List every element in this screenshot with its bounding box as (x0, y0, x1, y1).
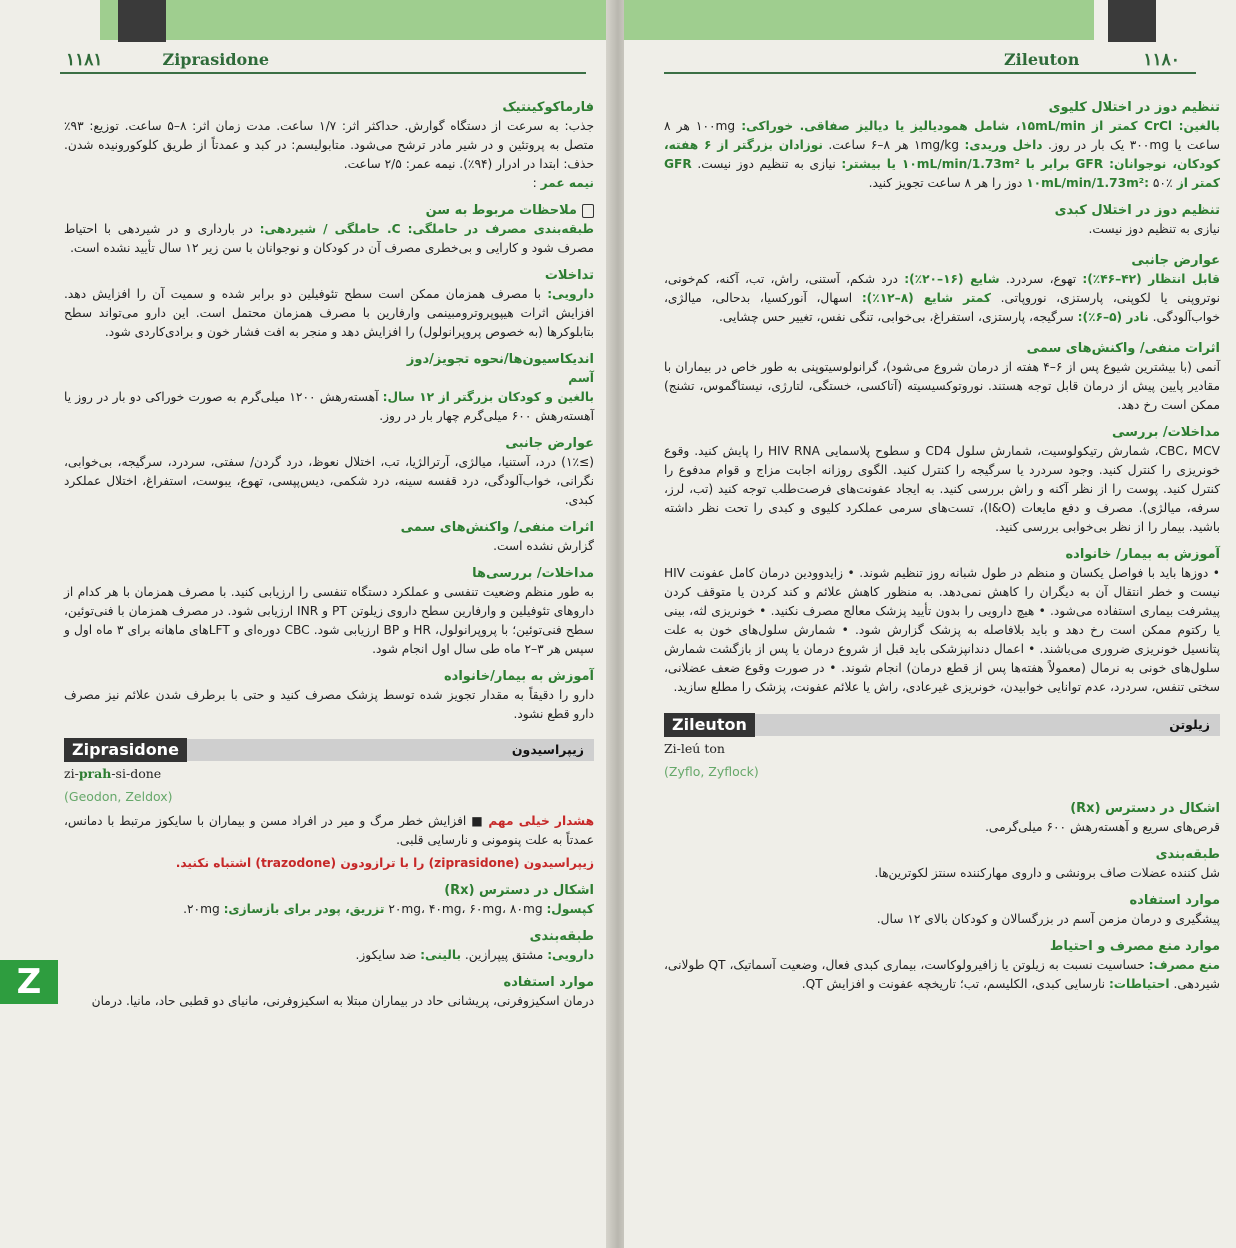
section-heading: مداخلات/ بررسی (1112, 425, 1220, 440)
inline-label: کپسول: (546, 902, 594, 916)
inline-label: بالغین: CrCl کمتر از ۱۵mL/min، شامل همودیالیز یا دیالیز صفاقی. خوراکی: (741, 119, 1220, 133)
left-page (0, 0, 612, 1248)
section-heading: تنظیم دوز در اختلال کبدی (1054, 203, 1220, 218)
inline-label: منع مصرف: (1148, 958, 1220, 972)
section-body: دارو را دقیقاً به مقدار تجویز شده توسط پزشک مصرف کنید و حتی با برطرف شدن علائم نیز مصرف دارو قطع نشود. (64, 688, 594, 721)
section-heading: اثرات منفی/ واکنش‌های سمی (400, 520, 594, 535)
section-body: CBC، MCV، شمارش رتیکولوسیت، شمارش سلول CD4 و سطوح پلاسمایی HIV RNA را پایش کنید. وقوع خونریزی را کنترل کنید. وجود سردرد یا سرگیجه را کنترل کنید. الگوی روزانه اجابت مزاج و قوام مدفوع را کنترل کنید. پوست را از نظر آکنه و راش بررسی کنید. به ایجاد عفونت‌های فرصت‌طلب توجه کنید (تب، لرز، سرفه، میالژی). مصرف و دفع مایعات (I&O)، تست‌های سرمی عملکرد کلیوی و کبدی را تحت نظر داشته باشید. بیمار را از نظر بی‌خوابی بررسی کنید. (664, 444, 1220, 534)
section-heading: اندیکاسیون‌ها/نحوه تجویز/دوز (406, 352, 594, 367)
section-heading: عوارض جانبی (505, 436, 594, 451)
section-heading: تداخلات (544, 268, 594, 283)
drug-name-fa: زیلوتن (755, 714, 1220, 736)
section-body: درمان اسکیزوفرنی، پریشانی حاد در بیماران مبتلا به اسکیزوفرنی، مانیای دو قطبی حاد، مانیا. درمان (91, 994, 594, 1008)
pronunciation: Zi-leú ton (664, 741, 725, 756)
half-life-value: : (532, 176, 537, 190)
header-rule (60, 72, 586, 74)
inline-text: نارسایی کبدی، الکلیسم، تب؛ تاریخچه عفونت و افزایش QT. (801, 977, 1106, 991)
section-body: پیشگیری و درمان مزمن آسم در بزرگسالان و کودکان بالای ۱۲ سال. (876, 912, 1220, 926)
inline-text: در بارداری و در شیردهی با احتیاط مصرف شود و کارایی و بی‌خطری مصرف آن در کودکان و نوجوانان با سن زیر ۱۲ سال تأیید نشده است. (64, 222, 594, 255)
drug-name-en: Ziprasidone (64, 738, 187, 762)
half-life-line (64, 174, 594, 193)
inline-text: ضد سایکوز. (355, 948, 417, 962)
brand-names: (Geodon, Zeldox) (64, 789, 173, 804)
inline-text: ۱۰۰mg هر ۸ ساعت یا ۳۰۰mg یک بار در روز. (664, 119, 1221, 152)
inline-label: تزریق، پودر برای بازسازی: (223, 902, 385, 916)
section-body: شل کننده عضلات صاف برونشی و داروی مهارکننده سنتز لکوترین‌ها. (874, 866, 1220, 880)
inline-text: ۱mg/kg هر ۸–۶ ساعت. (828, 138, 960, 152)
inline-label: احتیاطات: (1108, 977, 1170, 991)
section-body: قرص‌های سریع و آهسته‌رهش ۶۰۰ میلی‌گرمی. (985, 820, 1220, 834)
warning-text: افزایش خطر مرگ و میر در افراد مسن و بیماران با سایکوز مرتبط با دمانس، عمدتاً به علت پنومونی و نارسایی قلبی. (64, 814, 594, 847)
inline-label: دارویی: (547, 948, 594, 962)
inline-label: طبقه‌بندی مصرف در حاملگی: C. حاملگی / شیردهی: (259, 222, 594, 236)
inline-text: درد شکم، آستنی، راش، تب، آکنه، کم‌خونی، نوتروپنی یا لکوپنی، پارستزی، نوروپاتی. (664, 272, 1221, 305)
inline-label: GFR کمتر از ۱۰mL/min/1.73m²: (664, 157, 1220, 190)
drug-name-fa: زیپراسیدون (187, 739, 594, 761)
pron-part: -si-done (111, 766, 162, 781)
inline-text: مشتق پیپرازین. (464, 948, 544, 962)
inline-label: کمتر شایع (۸–۱۲٪): (861, 291, 991, 305)
inline-text: ۲۰mg. (183, 902, 220, 916)
brand-names: (Zyflo, Zyflock) (664, 764, 759, 779)
left-column (64, 98, 594, 1011)
section-heading: اثرات منفی/ واکنش‌های سمی (1026, 341, 1220, 356)
inline-text: آهسته‌رهش ۱۲۰۰ میلی‌گرم به صورت خوراکی دو بار در روز یا آهسته‌رهش ۶۰۰ میلی‌گرم چهار بار در روز. (64, 390, 594, 423)
warning-label: هشدار خیلی مهم (488, 814, 595, 828)
drug-title-bar (64, 738, 594, 762)
confusion-note: زیپراسیدون (ziprasidone) را با ترازودون (trazodone) اشتباه نکنید. (175, 856, 594, 870)
warning-icon: ■ (471, 814, 484, 828)
half-life-label: نیمه عمر (540, 176, 594, 190)
inline-text: نیازی به تنظیم دوز نیست. (697, 157, 836, 171)
section-heading-text: ملاحظات مربوط به سن (425, 203, 577, 218)
inline-label: داخل وریدی: (964, 138, 1043, 152)
section-body: نیازی به تنظیم دوز نیست. (1088, 222, 1220, 236)
inline-text: ۲۰mg، ۴۰mg، ۶۰mg، ۸۰mg (388, 902, 543, 916)
section-heading: طبقه‌بندی (529, 929, 594, 944)
running-title: Zileuton (1004, 50, 1080, 69)
sub-heading: آسم (568, 371, 594, 385)
section-heading: تنظیم دوز در اختلال کلیوی (1048, 100, 1220, 115)
running-title: Ziprasidone (162, 50, 270, 69)
section-body: آنمی (با بیشترین شیوع پس از ۶–۴ هفته از درمان شروع می‌شود)، گرانولوسیتوپنی به طور خاص در بیماران با مقادیر پایین پیش از درمان قابل توجه هستند. نوروتوکسیسیته (آتاکسی، خستگی، لتارژی، نیستاگموس، تشنج) ممکن است رخ دهد. (664, 360, 1220, 412)
warning (64, 812, 594, 850)
section-heading (64, 201, 594, 220)
inline-text: اسهال، آنورکسیا، بدحالی، میالژی، خواب‌آلودگی. (664, 291, 1220, 324)
running-header (66, 50, 582, 72)
section-heading: مداخلات/ بررسی‌ها (472, 566, 594, 581)
page-number: ١١٨٠ (1143, 50, 1180, 70)
section-heading: موارد منع مصرف و احتیاط (1049, 939, 1220, 954)
right-page (624, 0, 1236, 1248)
inline-text: با مصرف همزمان ممکن است سطح تئوفیلین دو برابر شده و سمیت آن را افزایش دهد. افزایش اثرات هیپوپروترومبینمی وارفارین با مصرف همزمان محتمل است. این دارو می‌تواند سطح بتابلوکرها (به خصوص پروپرانولول) را افزایش دهد و منجر به افت فشار خون و برادی‌کاردی شود. (64, 287, 594, 339)
inline-label: نوزادان بزرگتر از ۶ هفته، کودکان، نوجوانان: GFR برابر با ۱۰mL/min/1.73m² یا بیشتر: (664, 138, 1221, 171)
running-header (1004, 50, 1196, 72)
section-body (664, 956, 1220, 994)
inline-label: بالغین و کودکان بزرگتر از ۱۲ سال: (382, 390, 594, 404)
inline-label: بالینی: (420, 948, 462, 962)
header-band (100, 0, 612, 40)
header-band (624, 0, 1094, 40)
section-body: گزارش نشده است. (493, 539, 594, 553)
section-heading: عوارض جانبی (1131, 253, 1220, 268)
header-dark-tab (1108, 0, 1156, 42)
drug-name-en: Zileuton (664, 713, 755, 737)
section-body (64, 946, 594, 965)
section-body: • دوزها باید با فواصل یکسان و منظم در طول شبانه روز تنظیم شوند. • زایدوودین درمان کامل عفونت HIV نیست و خطر انتقال آن به دیگران را کاهش نمی‌دهد. به منظور کاهش علائم و کند کردن یا متوقف کردن پیشرفت بیماری استفاده می‌شود. • هیچ دارویی را بدون تأیید پزشک معالج مصرف نکنید. • خونریزی لثه، بینی یا رکتوم ممکن است رخ دهد و باید بلافاصله به پزشک گزارش شود. • شمارش سلول‌های خون به علت پتانسیل خونریزی ضروری می‌باشند. • اعمال دندانپزشکی باید قبل از شروع درمان یا پس از بازگشت شمارش سلول‌های خونی به نرمال (معمولاً هفته‌ها پس از قطع درمان) انجام شوند. • در صورت وقوع ضعف عضلانی، سختی تنفس، سردرد، عدم توانایی خوابیدن، خونریزی غیرعادی، راش یا علائم عفونت، پزشک را مطلع سازید. (664, 566, 1220, 694)
section-body: به طور منظم وضعیت تنفسی و عملکرد دستگاه تنفسی را ارزیابی کنید. با مصرف همزمان با هر کدام از داروهای تئوفیلین و وارفارین سطح داروی زیلوتن PT و INR ارزیابی شود. در مصرف همزمان با فنی‌توئین، سطح فنی‌توئین؛ با پروپرانولول، HR و BP ارزیابی شود. CBC دوره‌ای و LFTهای ماهانه برای ۳ ماه اول و سپس هر ۳–۲ ماه طی سال اول انجام شود. (64, 585, 595, 656)
inline-text: ۵۰٪ دوز را هر ۸ ساعت تجویز کنید. (868, 176, 1173, 190)
section-heading: موارد استفاده (503, 975, 594, 990)
header-dark-tab (118, 0, 166, 42)
section-body (664, 270, 1220, 327)
section-heading: اشکال در دسترس (Rx) (1070, 801, 1220, 816)
inline-text: تهوع، سردرد. (1005, 272, 1077, 286)
pron-stress: prah (78, 766, 112, 781)
right-column (664, 98, 1220, 994)
section-heading: آموزش به بیمار/خانواده (444, 669, 594, 684)
inline-text: حساسیت نسبت به زیلوتن یا زافیرولوکاست، بیماری کبدی فعال، وضعیت آسماتیک، QT طولانی، شیردهی. (664, 958, 1220, 991)
pron-part: zi- (64, 766, 79, 781)
section-body (64, 388, 594, 426)
section-body (64, 220, 594, 258)
hourglass-icon (582, 204, 594, 218)
section-body: جذب: به سرعت از دستگاه گوارش. حداکثر اثر: ۱/۷ ساعت. مدت زمان اثر: ۸–۵ ساعت. توزیع: ۹۳٪ متصل به پروتئین و در شیر مادر ترشح می‌شود. متابولیسم: در کبد و عمدتاً از طریق کلوکورونیده شدن. حذف: ابتدا در ادرار (۹۴٪). نیمه عمر: ۲/۵ ساعت. (64, 119, 594, 171)
section-body (664, 117, 1220, 193)
side-letter-tab: Z (0, 960, 58, 1004)
section-body (64, 900, 594, 919)
section-heading: طبقه‌بندی (1155, 847, 1220, 862)
section-heading: موارد استفاده (1129, 893, 1220, 908)
pronunciation (64, 764, 594, 783)
drug-title-bar (664, 713, 1220, 737)
inline-label: قابل انتظار (۴۲–۴۶٪): (1082, 272, 1221, 286)
inline-label: دارویی: (547, 287, 594, 301)
page-number: ١١٨١ (66, 50, 103, 70)
inline-label: نادر (۵–۶٪): (1077, 310, 1149, 324)
inline-text: سرگیجه، پارستزی، استفراغ، بی‌خوابی، تنگی نفس، تغییر حس چشایی. (718, 310, 1074, 324)
section-heading: فارماکوکینتیک (502, 100, 594, 115)
inline-label: شایع (۱۶–۲۰٪): (904, 272, 1000, 286)
section-body (64, 285, 594, 342)
header-rule (664, 72, 1196, 74)
section-body: (≥۱٪) درد، آستنیا، میالژی، آرترالژیا، تب، اختلال نعوظ، درد گردن/ سفتی، سردرد، سرگیجه، بی‌خوابی، نگرانی، خواب‌آلودگی، درد قفسه سینه، درد شکمی، دیس‌پپسی، تهوع، یبوست، استفراغ، اختلال عملکرد کبدی. (64, 455, 594, 507)
section-heading: اشکال در دسترس (Rx) (444, 883, 594, 898)
section-heading: آموزش به بیمار/ خانواده (1065, 547, 1220, 562)
